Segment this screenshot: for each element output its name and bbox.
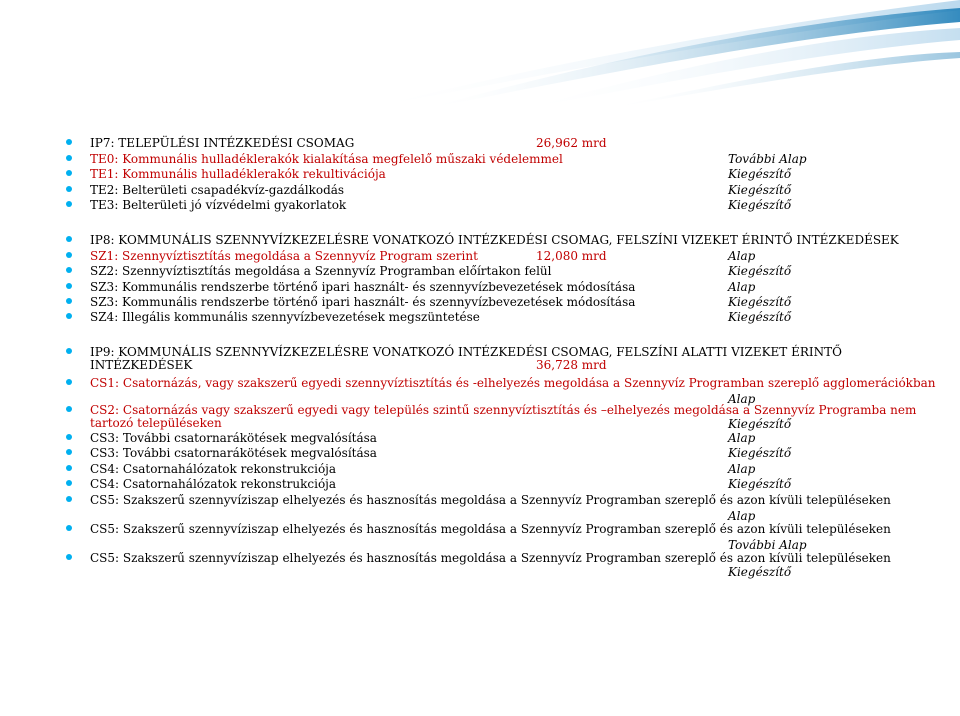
category-label: További Alap xyxy=(728,538,807,552)
amount-label: 36,728 mrd xyxy=(536,358,607,372)
bullet-icon xyxy=(66,434,72,440)
category-label: Alap xyxy=(728,249,756,263)
category-label: Kiegészítő xyxy=(728,477,792,491)
item-text: SZ3: Kommunális rendszerbe történő ipari használt- és szennyvízbevezetések módosítása xyxy=(90,295,636,309)
bullet-icon xyxy=(66,313,72,319)
item-text: CS4: Csatornahálózatok rekonstrukciója xyxy=(90,477,337,491)
item-text: SZ3: Kommunális rendszerbe történő ipari használt- és szennyvízbevezetések módosítása xyxy=(90,280,636,294)
item-text: CS3: További csatornarákötések megvalósítása xyxy=(90,446,377,460)
bullet-icon xyxy=(66,139,72,145)
bullet-icon xyxy=(66,406,72,412)
item-text: SZ1: Szennyvíztisztítás megoldása a Szennyvíz Program szerint xyxy=(90,249,478,263)
bullet-icon xyxy=(66,554,72,560)
item-text: SZ2: Szennyvíztisztítás megoldása a Szennyvíz Programban előírtakon felül xyxy=(90,264,552,278)
category-label: Kiegészítő xyxy=(728,446,792,460)
item-text: TE3: Belterületi jó vízvédelmi gyakorlatok xyxy=(90,198,347,212)
bullet-icon xyxy=(66,348,72,354)
category-label: Alap xyxy=(728,280,756,294)
category-label: Kiegészítő xyxy=(728,167,792,181)
bullet-icon xyxy=(66,449,72,455)
bullet-icon xyxy=(66,465,72,471)
category-label: Alap xyxy=(728,392,756,406)
bullet-icon xyxy=(66,170,72,176)
item-text: CS2: Csatornázás vagy szakszerű egyedi vagy település szintű szennyvíztisztítás és –elhelyezés megoldása a Szennyvíz Programba nem xyxy=(90,403,917,417)
item-text: CS1: Csatornázás, vagy szakszerű egyedi szennyvíztisztítás és -elhelyezés megoldása a Szennyvíz Programban szereplő agglomerációkban xyxy=(90,376,936,390)
category-label: Alap xyxy=(728,431,756,445)
bullet-icon xyxy=(66,283,72,289)
category-label: Kiegészítő xyxy=(728,310,792,324)
header-swoosh-decoration xyxy=(0,0,960,110)
bullet-icon xyxy=(66,155,72,161)
item-text: IP8: KOMMUNÁLIS SZENNYVÍZKEZELÉSRE VONATKOZÓ INTÉZKEDÉSI CSOMAG, FELSZÍNI VIZEKET ÉRINTŐ INTÉZKEDÉSEK xyxy=(90,233,899,247)
category-label: Kiegészítő xyxy=(728,565,792,579)
item-text-continued: INTÉZKEDÉSEK xyxy=(90,358,193,372)
bullet-icon xyxy=(66,236,72,242)
item-text-continued: tartozó településeken xyxy=(90,416,222,430)
bullet-icon xyxy=(66,379,72,385)
item-text: TE2: Belterületi csapadékvíz-gazdálkodás xyxy=(90,183,345,197)
category-label: Kiegészítő xyxy=(728,198,792,212)
category-label: További Alap xyxy=(728,152,807,166)
bullet-icon xyxy=(66,186,72,192)
bullet-icon xyxy=(66,201,72,207)
bullet-icon xyxy=(66,252,72,258)
bullet-icon xyxy=(66,496,72,502)
item-text: CS4: Csatornahálózatok rekonstrukciója xyxy=(90,462,337,476)
category-label: Alap xyxy=(728,462,756,476)
category-label: Kiegészítő xyxy=(728,183,792,197)
category-label: Kiegészítő xyxy=(728,417,792,431)
item-text: CS5: Szakszerű szennyvíziszap elhelyezés és hasznosítás megoldása a Szennyvíz Programban szereplő és azon kívüli településeken xyxy=(90,551,891,565)
item-text: IP7: TELEPÜLÉSI INTÉZKEDÉSI CSOMAG xyxy=(90,136,355,150)
item-text: TE0: Kommunális hulladéklerakók kialakítása megfelelő műszaki védelemmel xyxy=(90,152,563,166)
bullet-icon xyxy=(66,298,72,304)
amount-label: 26,962 mrd xyxy=(536,136,607,150)
category-label: Alap xyxy=(728,509,756,523)
item-text: TE1: Kommunális hulladéklerakók rekultivációja xyxy=(90,167,386,181)
item-text: CS3: További csatornarákötések megvalósítása xyxy=(90,431,377,445)
amount-label: 12,080 mrd xyxy=(536,249,607,263)
category-label: Kiegészítő xyxy=(728,264,792,278)
item-text: CS5: Szakszerű szennyvíziszap elhelyezés és hasznosítás megoldása a Szennyvíz Programban szereplő és azon kívüli településeken xyxy=(90,522,891,536)
item-text: CS5: Szakszerű szennyvíziszap elhelyezés és hasznosítás megoldása a Szennyvíz Programban szereplő és azon kívüli településeken xyxy=(90,493,891,507)
bullet-icon xyxy=(66,525,72,531)
bullet-icon xyxy=(66,267,72,273)
item-text: SZ4: Illegális kommunális szennyvízbevezetések megszüntetése xyxy=(90,310,480,324)
item-text: IP9: KOMMUNÁLIS SZENNYVÍZKEZELÉSRE VONATKOZÓ INTÉZKEDÉSI CSOMAG, FELSZÍNI ALATTI VIZEKET ÉRINTŐ xyxy=(90,345,842,359)
bullet-icon xyxy=(66,480,72,486)
category-label: Kiegészítő xyxy=(728,295,792,309)
